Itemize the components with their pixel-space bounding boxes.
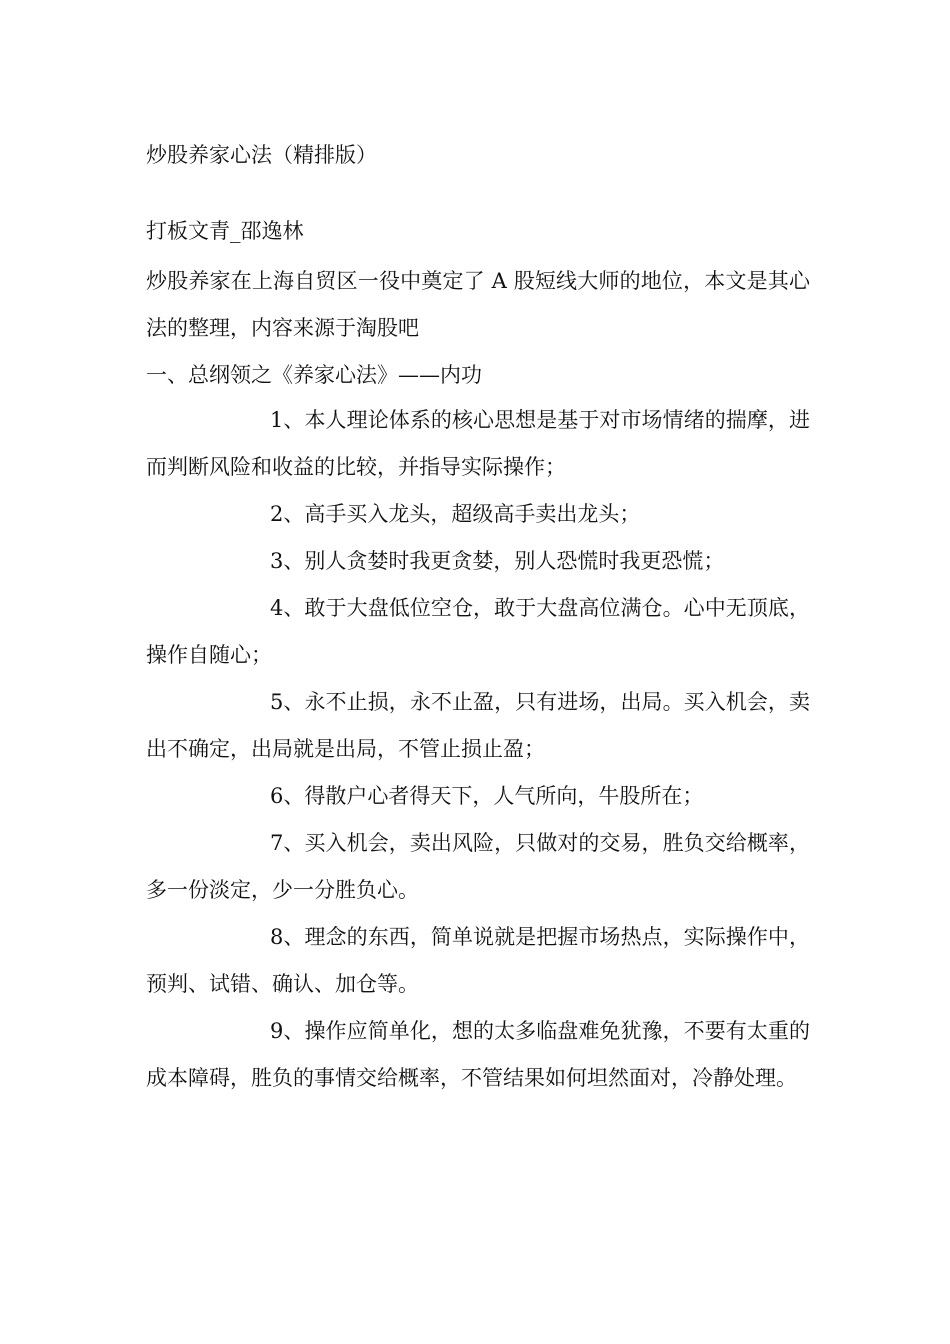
intro-paragraph: 炒股养家在上海自贸区一役中奠定了 A 股短线大师的地位，本文是其心法的整理，内容来源于淘股吧 bbox=[146, 269, 810, 340]
list-item-5: 5、永不止损，永不止盈，只有进场，出局。买入机会，卖出不确定，出局就是出局，不管止损止盈； bbox=[146, 690, 810, 761]
list-item-6: 6、得散户心者得天下，人气所向，牛股所在； bbox=[270, 784, 704, 808]
document-body bbox=[146, 142, 810, 1102]
list-item-7: 7、买入机会，卖出风险，只做对的交易，胜负交给概率，多一份淡定，少一分胜负心。 bbox=[146, 831, 810, 902]
document-author: 打板文青_邵逸林 bbox=[146, 219, 304, 243]
list-item-2: 2、高手买入龙头，超级高手卖出龙头； bbox=[270, 502, 641, 526]
section-heading: 一、总纲领之《养家心法》——内功 bbox=[146, 363, 482, 387]
document-title: 炒股养家心法（精排版） bbox=[146, 143, 377, 167]
list-item-3: 3、别人贪婪时我更贪婪，别人恐慌时我更恐慌； bbox=[270, 549, 725, 573]
list-item-8: 8、理念的东西，简单说就是把握市场热点，实际操作中，预判、试错、确认、加仓等。 bbox=[146, 925, 810, 996]
list-item-1: 1、本人理论体系的核心思想是基于对市场情绪的揣摩，进而判断风险和收益的比较，并指导实际操作； bbox=[146, 408, 810, 479]
list-item-4: 4、敢于大盘低位空仓，敢于大盘高位满仓。心中无顶底，操作自随心； bbox=[146, 596, 810, 667]
list-item-9: 9、操作应简单化，想的太多临盘难免犹豫，不要有太重的成本障碍，胜负的事情交给概率，不管结果如何坦然面对，冷静处理。 bbox=[146, 1019, 810, 1090]
